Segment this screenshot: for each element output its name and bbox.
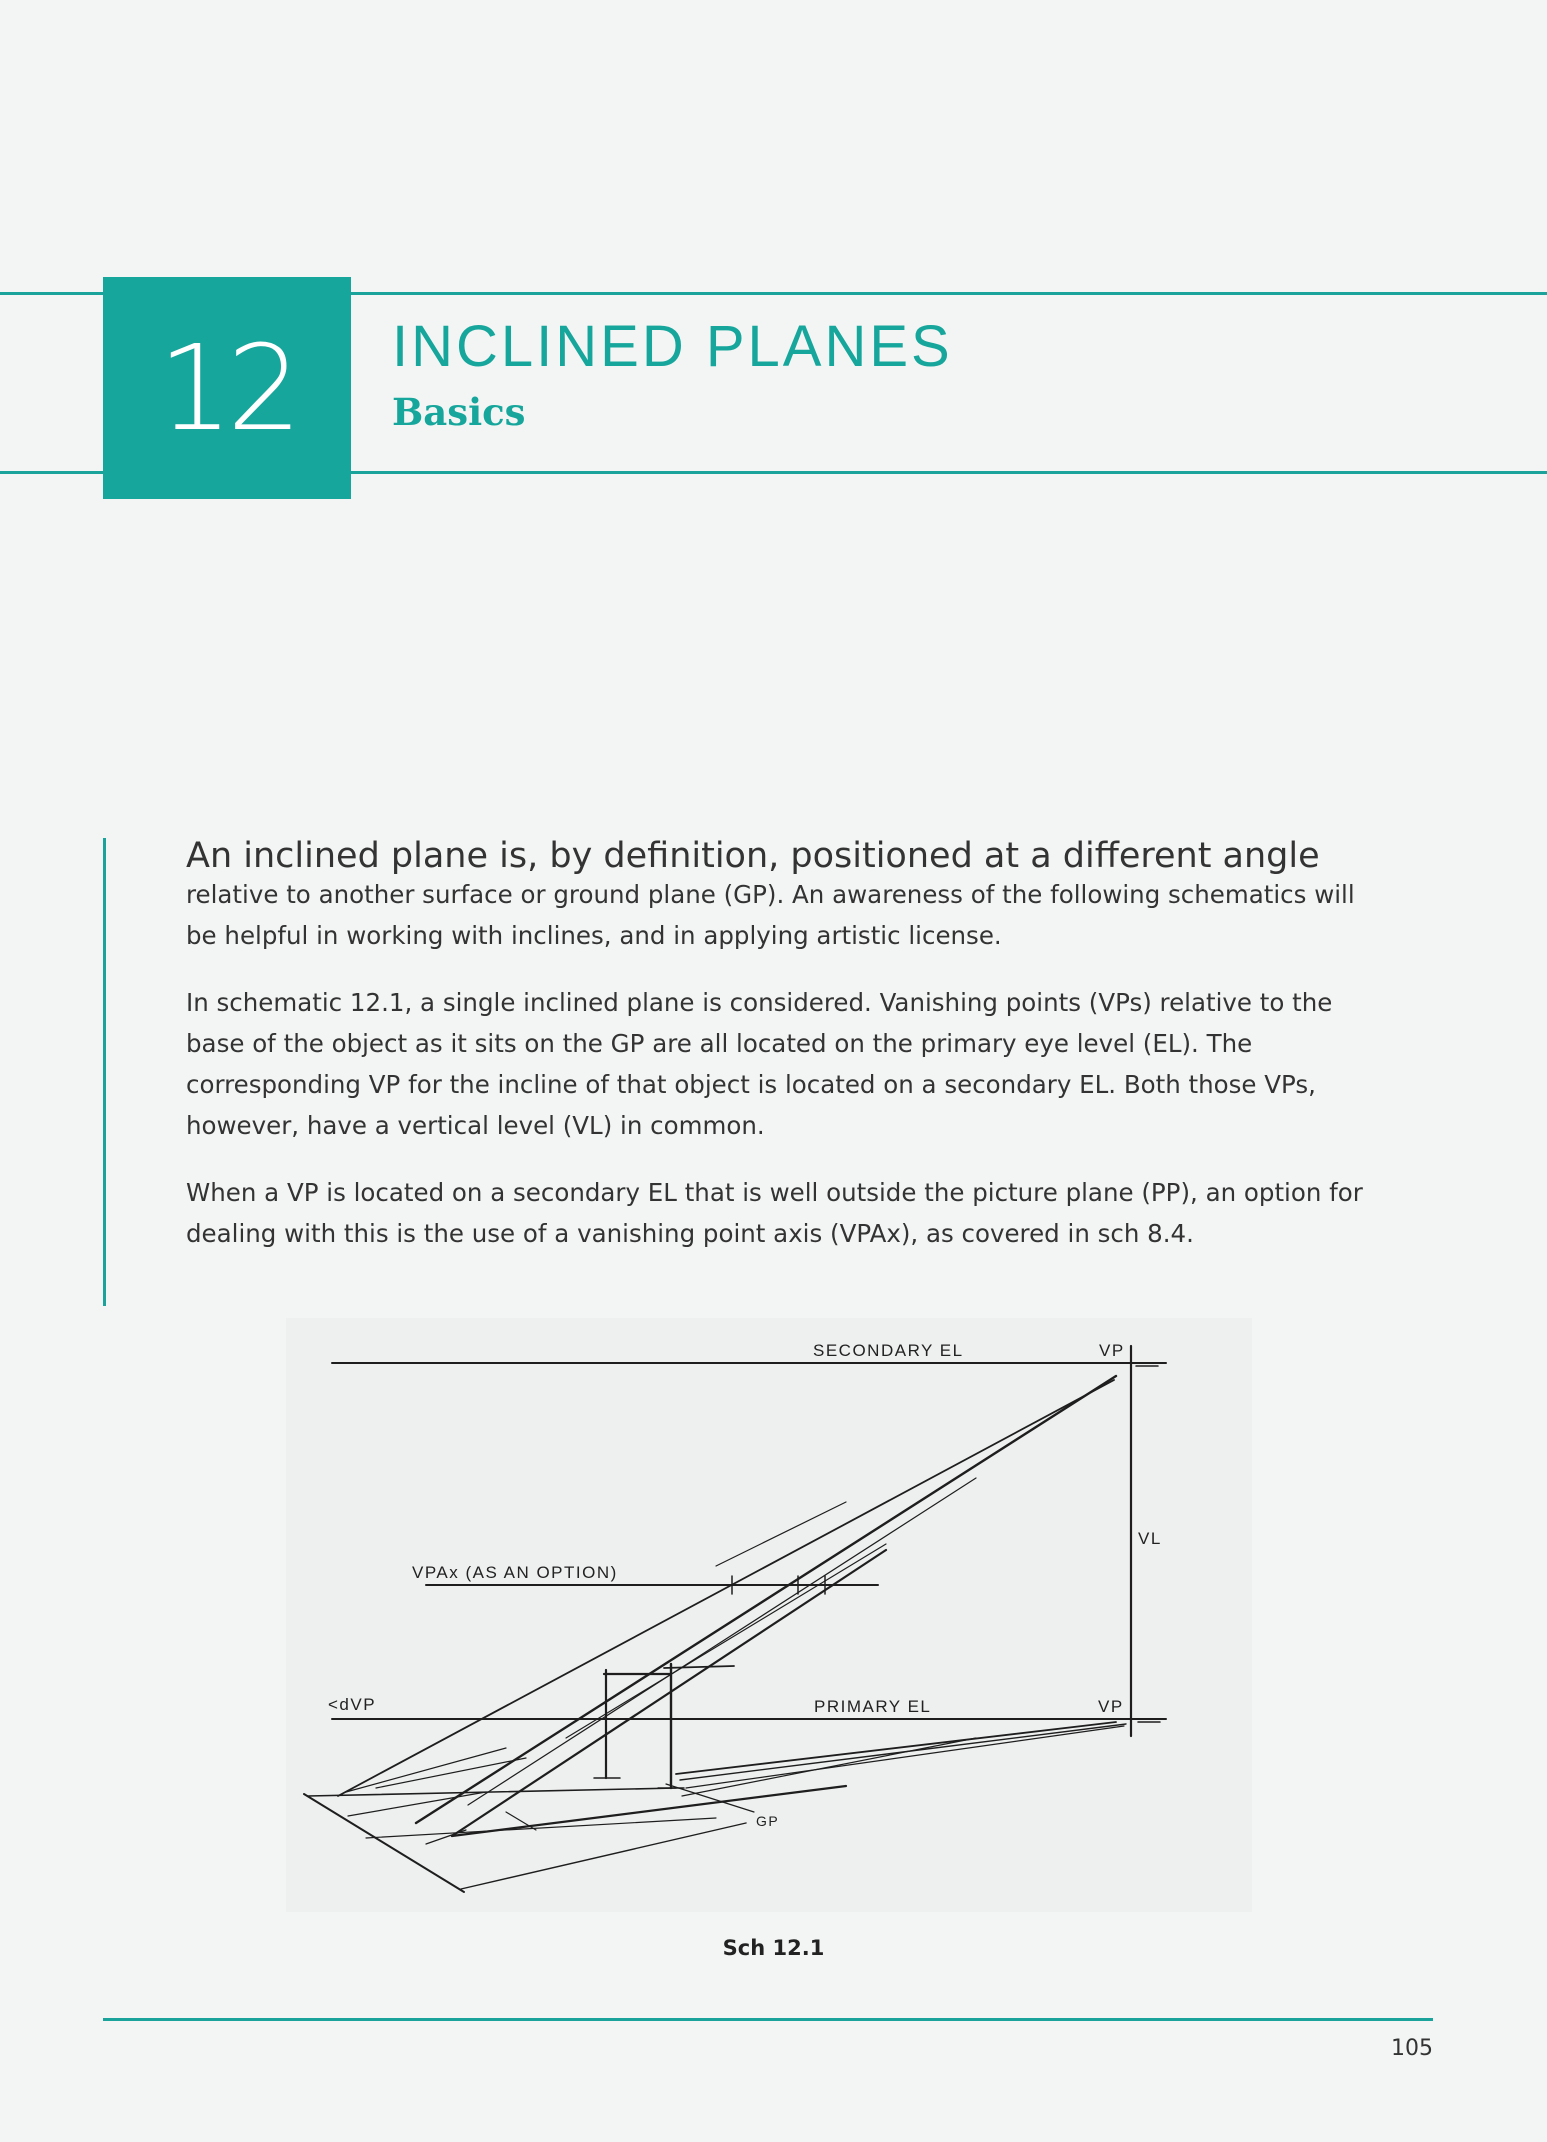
lead-sentence: An inclined plane is, by definition, positioned at a different angle: [186, 836, 1320, 876]
dvp-label: <dVP: [328, 1695, 377, 1714]
vpax-label: VPAx (AS AN OPTION): [412, 1563, 618, 1582]
vl-label: VL: [1138, 1529, 1162, 1548]
paragraph-1: relative to another surface or ground plane (GP). An awareness of the following schematics will be helpful in working with inclines, and in applying artistic license.: [186, 880, 1355, 950]
chapter-subtitle: Basics: [392, 390, 526, 434]
figure-caption: Sch 12.1: [722, 1936, 825, 1960]
intro-side-bar: [103, 838, 106, 1306]
page-number: 105: [1391, 2036, 1433, 2061]
secondary-el-label: SECONDARY EL: [813, 1341, 964, 1360]
chapter-number-box: [103, 277, 351, 499]
schematic-12-1: [286, 1318, 1252, 1912]
paragraph-2: In schematic 12.1, a single inclined plane is considered. Vanishing points (VPs) relative to the base of the object as it sits on the GP are all located on the primary eye level (EL). The corresponding VP for the incline of that object is located on a secondary EL. Both those VPs, however, have a vertical level (VL) in common.: [186, 988, 1333, 1140]
gp-label: GP: [756, 1813, 780, 1829]
chapter-number: 12: [157, 319, 297, 457]
footer-rule: [103, 2018, 1433, 2021]
primary-el-label: PRIMARY EL: [814, 1697, 932, 1716]
chapter-title: INCLINED PLANES: [392, 314, 953, 379]
body-text: [186, 832, 1366, 1254]
paragraph-3: When a VP is located on a secondary EL that is well outside the picture plane (PP), an option for dealing with this is the use of a vanishing point axis (VPAx), as covered in sch 8.4.: [186, 1178, 1363, 1248]
vp-bottom-label: VP: [1098, 1697, 1124, 1716]
vp-top-label: VP: [1099, 1341, 1125, 1360]
